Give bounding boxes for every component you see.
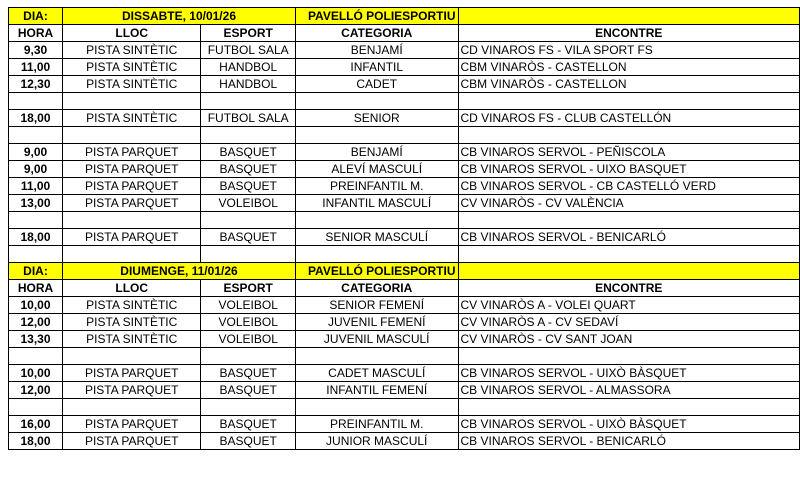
cell-lloc: PISTA SINTÈTIC xyxy=(63,314,201,331)
table-row xyxy=(9,314,800,331)
blank-row xyxy=(9,212,800,229)
cell-esport: FUTBOL SALA xyxy=(201,42,296,59)
cell-hora: 9,00 xyxy=(9,144,63,161)
blank-cell xyxy=(63,246,201,263)
cell-encontre: CD VINAROS FS - VILA SPORT FS xyxy=(458,42,799,59)
cell-esport: VOLEIBOL xyxy=(201,297,296,314)
blank-cell xyxy=(295,93,458,110)
blank-cell xyxy=(9,246,63,263)
cell-lloc: PISTA SINTÈTIC xyxy=(63,110,201,127)
cell-hora: 9,30 xyxy=(9,42,63,59)
blank-cell xyxy=(63,399,201,416)
cell-esport: VOLEIBOL xyxy=(201,195,296,212)
blank-row xyxy=(9,127,800,144)
cell-lloc: PISTA PARQUET xyxy=(63,416,201,433)
column-header: HORA xyxy=(9,25,63,42)
table-row xyxy=(9,42,800,59)
cell-esport: BASQUET xyxy=(201,229,296,246)
table-row xyxy=(9,229,800,246)
cell-encontre: CV VINARÒS - CV SANT JOAN xyxy=(458,331,799,348)
cell-categoria: JUNIOR MASCULÍ xyxy=(295,433,458,450)
cell-esport: VOLEIBOL xyxy=(201,331,296,348)
column-header: CATEGORIA xyxy=(295,25,458,42)
cell-esport: FUTBOL SALA xyxy=(201,110,296,127)
cell-esport: BASQUET xyxy=(201,365,296,382)
blank-cell xyxy=(458,246,799,263)
cell-hora: 12,00 xyxy=(9,314,63,331)
cell-encontre: CB VINAROS SERVOL - CB CASTELLÓ VERD xyxy=(458,178,799,195)
cell-lloc: PISTA PARQUET xyxy=(63,161,201,178)
blank-cell xyxy=(295,212,458,229)
cell-lloc: PISTA SINTÈTIC xyxy=(63,331,201,348)
schedule-table xyxy=(8,7,800,450)
blank-cell xyxy=(201,399,296,416)
cell-encontre: CB VINAROS SERVOL - PEÑISCOLA xyxy=(458,144,799,161)
cell-lloc: PISTA PARQUET xyxy=(63,365,201,382)
cell-lloc: PISTA PARQUET xyxy=(63,144,201,161)
cell-categoria: CADET xyxy=(295,76,458,93)
cell-lloc: PISTA SINTÈTIC xyxy=(63,297,201,314)
cell-encontre: CBM VINARÒS - CASTELLON xyxy=(458,59,799,76)
cell-esport: BASQUET xyxy=(201,382,296,399)
cell-encontre: CBM VINARÒS - CASTELLON xyxy=(458,76,799,93)
cell-esport: BASQUET xyxy=(201,416,296,433)
table-row xyxy=(9,433,800,450)
table-row xyxy=(9,144,800,161)
blank-cell xyxy=(295,127,458,144)
cell-lloc: PISTA PARQUET xyxy=(63,178,201,195)
column-header: ESPORT xyxy=(201,25,296,42)
cell-encontre: CB VINAROS SERVOL - BENICARLÓ xyxy=(458,433,799,450)
cell-esport: BASQUET xyxy=(201,433,296,450)
blank-cell xyxy=(458,212,799,229)
blank-cell xyxy=(458,348,799,365)
cell-lloc: PISTA PARQUET xyxy=(63,433,201,450)
blank-cell xyxy=(63,212,201,229)
blank-cell xyxy=(201,348,296,365)
cell-lloc: PISTA SINTÈTIC xyxy=(63,42,201,59)
cell-hora: 10,00 xyxy=(9,365,63,382)
column-header: CATEGORIA xyxy=(295,280,458,297)
blank-cell xyxy=(201,246,296,263)
column-header: ENCONTRE xyxy=(458,280,799,297)
cell-encontre: CB VINAROS SERVOL - UIXÒ BÀSQUET xyxy=(458,416,799,433)
table-row xyxy=(9,416,800,433)
cell-lloc: PISTA PARQUET xyxy=(63,229,201,246)
cell-hora: 13,00 xyxy=(9,195,63,212)
cell-categoria: BENJAMÍ xyxy=(295,144,458,161)
cell-encontre: CB VINAROS SERVOL - UIXÒ BÀSQUET xyxy=(458,365,799,382)
day-date: DISSABTE, 10/01/26 xyxy=(63,8,296,25)
cell-categoria: INFANTIL FEMENÍ xyxy=(295,382,458,399)
blank-cell xyxy=(9,93,63,110)
schedule-body xyxy=(9,8,800,450)
cell-hora: 11,00 xyxy=(9,59,63,76)
header-filler xyxy=(458,263,799,280)
cell-esport: BASQUET xyxy=(201,161,296,178)
day-header-row xyxy=(9,8,800,25)
day-label: DIA: xyxy=(9,8,63,25)
column-header: LLOC xyxy=(63,25,201,42)
blank-cell xyxy=(9,348,63,365)
blank-cell xyxy=(295,246,458,263)
column-header: ESPORT xyxy=(201,280,296,297)
cell-categoria: PREINFANTIL M. xyxy=(295,416,458,433)
day-date: DIUMENGE, 11/01/26 xyxy=(63,263,296,280)
column-header: HORA xyxy=(9,280,63,297)
blank-cell xyxy=(295,348,458,365)
blank-cell xyxy=(201,127,296,144)
blank-cell xyxy=(63,127,201,144)
cell-hora: 16,00 xyxy=(9,416,63,433)
header-filler xyxy=(458,8,799,25)
cell-encontre: CV VINARÒS A - VOLEI QUART xyxy=(458,297,799,314)
cell-encontre: CB VINAROS SERVOL - BENICARLÓ xyxy=(458,229,799,246)
cell-hora: 18,00 xyxy=(9,110,63,127)
day-header-row xyxy=(9,263,800,280)
day-label: DIA: xyxy=(9,263,63,280)
cell-esport: VOLEIBOL xyxy=(201,314,296,331)
blank-cell xyxy=(295,399,458,416)
blank-cell xyxy=(458,93,799,110)
cell-hora: 10,00 xyxy=(9,297,63,314)
table-row xyxy=(9,59,800,76)
cell-hora: 12,00 xyxy=(9,382,63,399)
cell-encontre: CD VINAROS FS - CLUB CASTELLÓN xyxy=(458,110,799,127)
table-row xyxy=(9,331,800,348)
cell-categoria: SENIOR xyxy=(295,110,458,127)
cell-categoria: SENIOR MASCULÍ xyxy=(295,229,458,246)
cell-hora: 11,00 xyxy=(9,178,63,195)
cell-lloc: PISTA SINTÈTIC xyxy=(63,59,201,76)
blank-cell xyxy=(9,212,63,229)
cell-esport: BASQUET xyxy=(201,144,296,161)
table-row xyxy=(9,161,800,178)
cell-hora: 18,00 xyxy=(9,433,63,450)
cell-lloc: PISTA SINTÈTIC xyxy=(63,76,201,93)
blank-cell xyxy=(9,399,63,416)
blank-cell xyxy=(458,127,799,144)
cell-categoria: CADET MASCULÍ xyxy=(295,365,458,382)
cell-categoria: ALEVÍ MASCULÍ xyxy=(295,161,458,178)
table-row xyxy=(9,365,800,382)
blank-cell xyxy=(458,399,799,416)
blank-row xyxy=(9,246,800,263)
cell-hora: 12,30 xyxy=(9,76,63,93)
column-header-row xyxy=(9,25,800,42)
blank-cell xyxy=(201,212,296,229)
column-header: ENCONTRE xyxy=(458,25,799,42)
blank-row xyxy=(9,348,800,365)
cell-encontre: CB VINAROS SERVOL - ALMASSORA xyxy=(458,382,799,399)
column-header: LLOC xyxy=(63,280,201,297)
blank-cell xyxy=(201,93,296,110)
blank-cell xyxy=(63,348,201,365)
table-row xyxy=(9,76,800,93)
cell-categoria: PREINFANTIL M. xyxy=(295,178,458,195)
cell-esport: BASQUET xyxy=(201,178,296,195)
cell-encontre: CB VINAROS SERVOL - UIXO BASQUET xyxy=(458,161,799,178)
venue-name: PAVELLÓ POLIESPORTIU xyxy=(295,263,458,280)
column-header-row xyxy=(9,280,800,297)
table-row xyxy=(9,195,800,212)
cell-hora: 13,30 xyxy=(9,331,63,348)
table-row xyxy=(9,110,800,127)
table-row xyxy=(9,382,800,399)
cell-categoria: INFANTIL xyxy=(295,59,458,76)
cell-lloc: PISTA PARQUET xyxy=(63,195,201,212)
blank-cell xyxy=(63,93,201,110)
table-row xyxy=(9,178,800,195)
cell-categoria: INFANTIL MASCULÍ xyxy=(295,195,458,212)
cell-encontre: CV VINARÒS A - CV SEDAVÍ xyxy=(458,314,799,331)
blank-row xyxy=(9,93,800,110)
cell-hora: 18,00 xyxy=(9,229,63,246)
cell-categoria: JUVENIL FEMENÍ xyxy=(295,314,458,331)
table-row xyxy=(9,297,800,314)
cell-categoria: SENIOR FEMENÍ xyxy=(295,297,458,314)
blank-cell xyxy=(9,127,63,144)
cell-esport: HANDBOL xyxy=(201,76,296,93)
cell-categoria: BENJAMÍ xyxy=(295,42,458,59)
cell-categoria: JUVENIL MASCULÍ xyxy=(295,331,458,348)
cell-encontre: CV VINARÒS - CV VALÈNCIA xyxy=(458,195,799,212)
cell-esport: HANDBOL xyxy=(201,59,296,76)
blank-row xyxy=(9,399,800,416)
cell-lloc: PISTA PARQUET xyxy=(63,382,201,399)
venue-name: PAVELLÓ POLIESPORTIU xyxy=(295,8,458,25)
cell-hora: 9,00 xyxy=(9,161,63,178)
